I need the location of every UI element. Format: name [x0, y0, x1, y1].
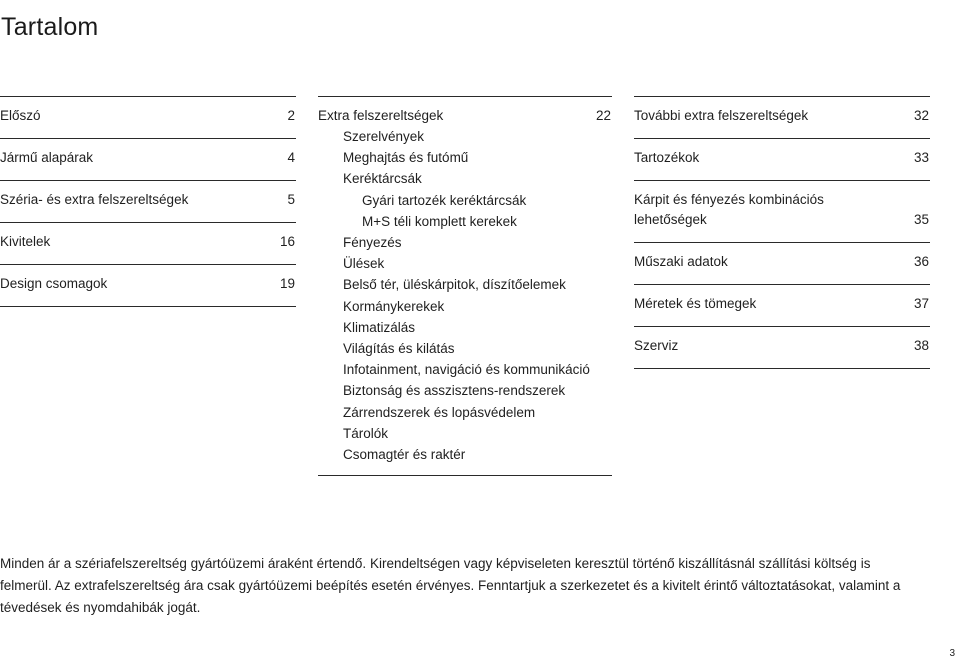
toc-entry[interactable] [0, 96, 296, 138]
toc-entry[interactable] [634, 284, 930, 326]
toc-sub-item[interactable]: Ülések [343, 256, 385, 272]
toc-entry-label: Jármű alapárak [0, 150, 94, 165]
toc-entry-page: 33 [913, 150, 929, 165]
toc-entry-page: 37 [913, 296, 929, 311]
toc-sub-item[interactable]: Infotainment, navigáció és kommunikáció [343, 362, 590, 378]
toc-sub-item[interactable]: Csomagtér és raktér [343, 447, 466, 463]
toc-column-3 [634, 96, 930, 369]
toc-entry-page: 38 [913, 338, 929, 353]
toc-sub-item[interactable]: Zárrendszerek és lopásvédelem [343, 404, 536, 420]
toc-sub-sub-item[interactable]: M+S téli komplett kerekek [362, 213, 517, 229]
toc-entry-page: 4 [287, 150, 295, 165]
toc-entry[interactable] [634, 180, 930, 242]
toc-sub-item[interactable]: Belső tér, üléskárpitok, díszítőelemek [343, 277, 566, 293]
toc-entry[interactable] [0, 138, 296, 180]
toc-entry-label: Szerviz [634, 338, 679, 353]
toc-entry-label: Kivitelek [0, 234, 51, 249]
toc-entry-label: Előszó [0, 108, 41, 123]
toc-entry-label: Tartozékok [634, 150, 700, 165]
toc-sub-item[interactable]: Keréktárcsák [343, 171, 422, 187]
toc-column-2 [318, 96, 612, 476]
toc-entry-label: További extra felszereltségek [634, 108, 809, 123]
toc-column-1 [0, 96, 296, 307]
toc-section-page: 22 [595, 108, 611, 123]
divider [318, 475, 612, 476]
toc-entry[interactable] [0, 222, 296, 264]
toc-entry[interactable] [0, 264, 296, 306]
toc-entry-page: 16 [279, 234, 295, 249]
toc-sub-item[interactable]: Világítás és kilátás [343, 341, 455, 357]
toc-sub-item[interactable]: Tárolók [343, 425, 389, 441]
toc-section-label: Extra felszereltségek [318, 108, 444, 123]
toc-entry-page: 2 [287, 108, 295, 123]
toc-entry-page: 32 [913, 108, 929, 123]
divider [0, 306, 296, 307]
page-title: Tartalom [1, 12, 99, 41]
toc-entry-page: 35 [913, 212, 929, 227]
toc-entry[interactable] [634, 96, 930, 138]
toc-sub-item[interactable]: Meghajtás és futómű [343, 150, 469, 166]
toc-entry[interactable] [0, 180, 296, 222]
toc-entry[interactable] [634, 326, 930, 368]
toc-entry-label: Kárpit és fényezés kombinációs lehetőségek [634, 192, 824, 227]
toc-sub-item[interactable]: Fényezés [343, 235, 402, 251]
toc-entry[interactable] [634, 138, 930, 180]
toc-sub-item[interactable]: Kormánykerekek [343, 298, 445, 314]
toc-sub-list [318, 126, 612, 465]
toc-entry-label: Design csomagok [0, 276, 108, 291]
page-number: 3 [949, 648, 955, 659]
toc-entry-page: 19 [279, 276, 295, 291]
disclaimer-text: Minden ár a szériafelszereltség gyártóüzemi áraként értendő. Kirendeltségen vagy képviseleten keresztül történő kiszállításnál szállítási költség is felmerül. Az extrafelszereltség ára csak gyártóüzemi beépítés esetén érvényes. Fenntartjuk a szerkezetet és a kivitelt érintő változtatásokat, valamint a tévedések és nyomdahibák jogát. [0, 556, 901, 615]
toc-entry[interactable] [634, 242, 930, 284]
toc-sub-item[interactable]: Szerelvények [343, 129, 425, 144]
toc-entry-label: Műszaki adatok [634, 254, 728, 269]
toc-entry-label: Széria- és extra felszereltségek [0, 192, 189, 207]
toc-sub-item[interactable]: Klimatizálás [343, 319, 416, 335]
toc-sub-item[interactable]: Biztonság és asszisztens-rendszerek [343, 383, 566, 399]
toc-sub-sub-item[interactable]: Gyári tartozék keréktárcsák [362, 192, 527, 208]
toc-entry-page: 36 [913, 254, 929, 269]
toc-section-heading[interactable] [318, 96, 612, 126]
toc-entry-page: 5 [287, 192, 295, 207]
divider [634, 368, 930, 369]
toc-entry-label: Méretek és tömegek [634, 296, 757, 311]
